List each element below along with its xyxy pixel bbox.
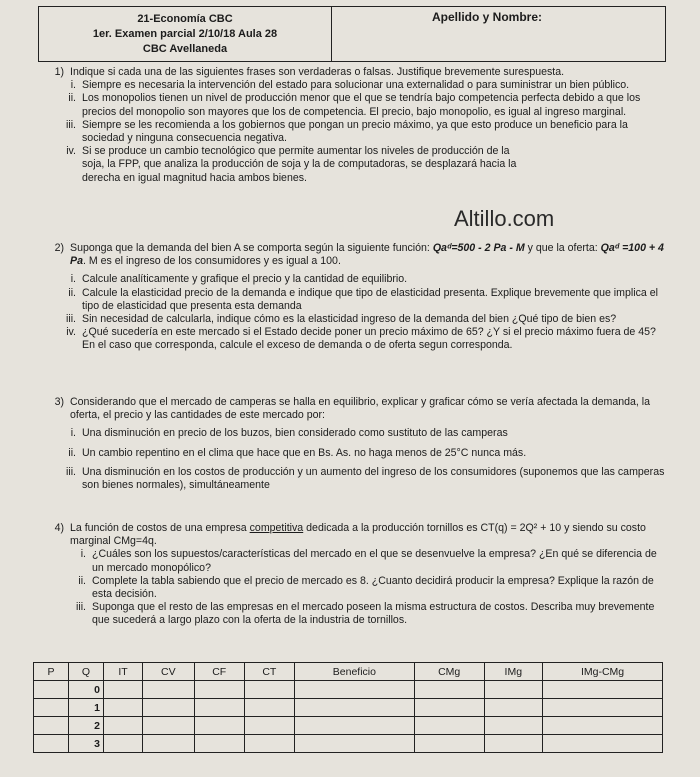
- intro-text: dedicada a la producción tornillos es CT(q) = 2Q² + 10 y siendo su costo marginal CMg=4q.: [70, 522, 646, 548]
- question-item: Calcule analíticamente y grafique el precio y la cantidad de equilibrio.: [82, 273, 408, 286]
- question-item: Sin necesidad de calcularla, indique cómo es la elasticidad ingreso de la demanda del bien ¿Qué tipo de bien es?: [82, 313, 617, 326]
- table-row: [34, 699, 663, 717]
- question-4: [30, 522, 670, 628]
- item-number: iv.: [66, 326, 76, 339]
- question-number: 2): [54, 242, 64, 254]
- header-cell: CF: [194, 663, 244, 681]
- question-intro: [70, 242, 670, 268]
- item-number: ii.: [68, 286, 76, 299]
- item-number: ii.: [78, 574, 86, 587]
- question-3: [30, 396, 670, 492]
- header-cell: CMg: [414, 663, 484, 681]
- question-item: Los monopolios tienen un nivel de producción menor que el que se tendría bajo competencia perfecta debido a que los precios del monopolio son mayores que los de competencia. El precio, bajo monopolio, es igual al ingreso marginal.: [82, 92, 641, 118]
- header-cell: IMg: [484, 663, 543, 681]
- question-item: Una disminución en precio de los buzos, bien considerado como sustituto de las camperas: [82, 427, 508, 440]
- question-number: 4): [54, 522, 64, 534]
- name-field: [332, 7, 665, 61]
- question-item: Calcule la elasticidad precio de la demanda e indique que tipo de elasticidad presenta. Explique brevemente que implica el tipo de elasticidad que presenta esta demanda: [82, 286, 658, 312]
- item-number: iii.: [65, 313, 76, 326]
- intro-text: y que la oferta:: [524, 242, 601, 254]
- item-number: iii.: [75, 601, 86, 614]
- item-number: iv.: [66, 145, 76, 158]
- watermark: Altillo.com: [454, 206, 555, 231]
- q-cell: 2: [69, 717, 104, 735]
- course-title: 21-Economía CBC: [137, 12, 233, 25]
- course-info: [39, 7, 332, 61]
- question-item: ¿Qué sucedería en este mercado si el Estado decide poner un precio máximo de 65? ¿Y si el precio máximo fuera de 45? En el caso que corresponda, calcule el exceso de demanda o de oferta segun corresponda.: [82, 326, 656, 352]
- demand-function: Qaᵈ=500 - 2 Pa - M: [432, 242, 525, 254]
- question-item: Si se produce un cambio tecnológico que permite aumentar los niveles de producción de la soja, la FPP, que analiza la producción de soja y la de computadoras, se desplazará hacia la derecha en igual magnitud hacia ambos bienes.: [82, 145, 517, 184]
- table-cell: [34, 699, 69, 717]
- cost-table: [33, 662, 663, 753]
- question-item: Siempre es necesaria la intervención del estado para solucionar una externalidad o para suministrar un bien público.: [82, 79, 630, 92]
- question-intro: Indique si cada una de las siguientes frases son verdaderas o falsas. Justifique brevemente surespuesta.: [70, 66, 565, 78]
- item-number: i.: [80, 548, 86, 561]
- intro-text: . M es el ingreso de los consumidores y es igual a 100.: [82, 255, 341, 268]
- table-cell: [34, 717, 69, 735]
- question-number: 1): [54, 66, 64, 78]
- question-number: 3): [54, 396, 64, 408]
- exam-header: [38, 6, 666, 62]
- header-cell: IMg-CMg: [543, 663, 663, 681]
- table-row: [34, 681, 663, 699]
- question-item: Un cambio repentino en el clima que hace que en Bs. As. no haga menos de 25°C nunca más.: [82, 446, 527, 459]
- table-cell: [34, 735, 69, 753]
- table-row: [34, 735, 663, 753]
- item-number: i.: [70, 79, 76, 92]
- item-number: i.: [70, 273, 76, 286]
- q-cell: 3: [69, 735, 104, 753]
- header-cell: Beneficio: [294, 663, 414, 681]
- exam-title: 1er. Examen parcial 2/10/18 Aula 28: [92, 27, 278, 40]
- q-cell: 1: [69, 699, 104, 717]
- item-number: ii.: [68, 446, 76, 459]
- table-header-row: [34, 663, 663, 681]
- campus: CBC Avellaneda: [142, 42, 228, 55]
- name-label: Apellido y Nombre:: [432, 10, 543, 24]
- q-cell: 0: [69, 681, 104, 699]
- table-row: [34, 717, 663, 735]
- question-intro: Considerando que el mercado de camperas se halla en equilibrio, explicar y graficar cómo se vería afectada la demanda, la oferta, el precio y las cantidades de este mercado por:: [70, 396, 651, 422]
- underlined-word: competitiva: [249, 522, 304, 534]
- question-item: Una disminución en los costos de producción y un aumento del ingreso de los consumidores (suponemos que las camperas son bienes normales), simultáneamente: [82, 465, 665, 492]
- question-item: Siempre se les recomienda a los gobiernos que pongan un precio máximo, ya que esto produce un beneficio para la sociedad y ninguna consecuencia negativa.: [82, 118, 628, 145]
- header-cell: P: [34, 663, 69, 681]
- question-intro: [70, 522, 670, 548]
- item-number: iii.: [65, 118, 76, 131]
- question-2: [30, 242, 670, 353]
- supply-function: Qaᵈ =100 + 4 Pa: [70, 242, 664, 268]
- header-cell: Q: [69, 663, 104, 681]
- question-item: Complete la tabla sabiendo que el precio de mercado es 8. ¿Cuanto decidirá producir la empresa? Explique la razón de esta decisión.: [92, 574, 654, 601]
- intro-text: La función de costos de una empresa: [70, 522, 250, 534]
- header-cell: CT: [244, 663, 294, 681]
- question-1: [30, 66, 670, 185]
- question-item: Suponga que el resto de las empresas en el mercado poseen la misma estructura de costos. Describa muy brevemente que sucederá a largo plazo con la oferta de la industria de tornillos.: [92, 601, 655, 627]
- table-cell: [34, 681, 69, 699]
- header-cell: IT: [104, 663, 143, 681]
- intro-text: Suponga que la demanda del bien A se comporta según la siguiente función:: [70, 242, 433, 254]
- item-number: ii.: [68, 92, 76, 105]
- item-number: iii.: [65, 465, 76, 478]
- header-cell: CV: [143, 663, 195, 681]
- question-item: ¿Cuáles son los supuestos/características del mercado en el que se desenvuelve la empresa? ¿En qué se diferencia de un mercado monopólico?: [92, 548, 657, 574]
- item-number: i.: [70, 427, 76, 440]
